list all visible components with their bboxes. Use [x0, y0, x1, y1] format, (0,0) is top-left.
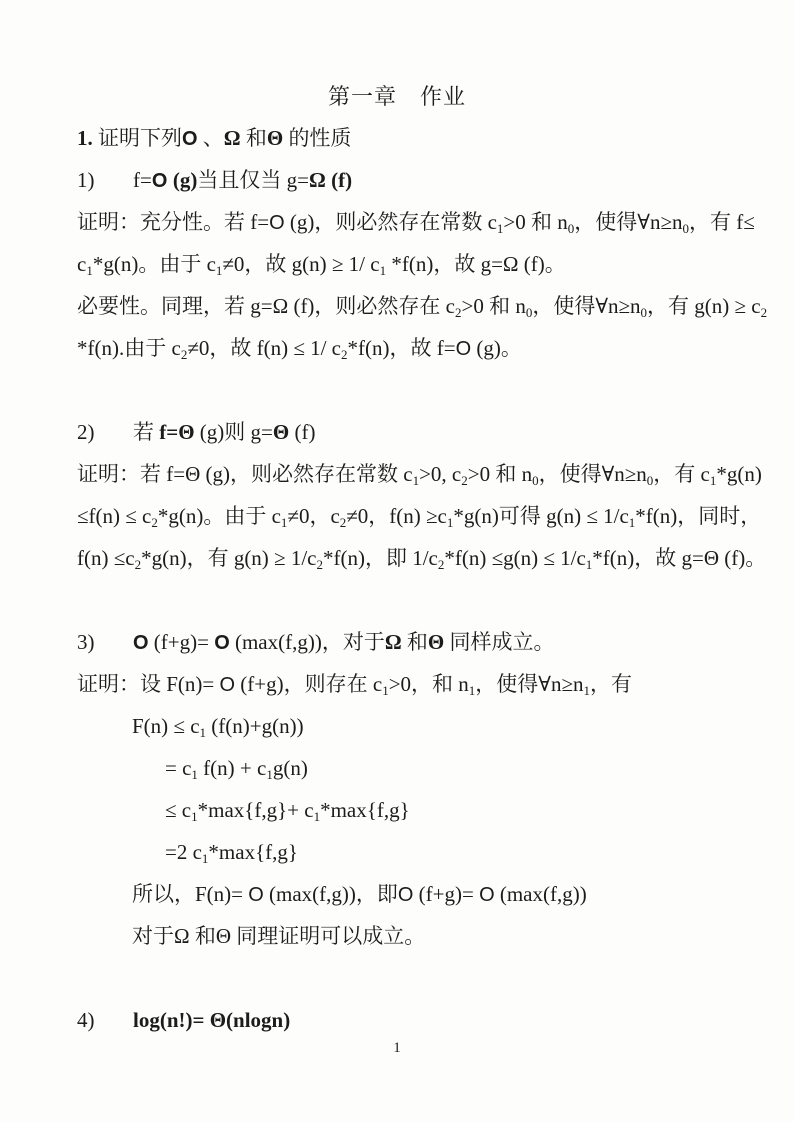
text-segment: O — [479, 884, 495, 906]
text-segment: g= — [286, 168, 309, 192]
text-segment: (g)。 — [471, 336, 522, 360]
text-segment: Θ — [266, 126, 284, 150]
text-segment: Θ — [427, 630, 445, 654]
proof-2-line-3 — [77, 537, 767, 579]
text-segment: ≠0，f(n) ≥c — [346, 504, 447, 528]
text-segment: = c — [165, 756, 192, 780]
text-segment: ，有 c — [653, 462, 710, 486]
proof-3-eq-3 — [165, 789, 739, 831]
text-segment: 1 — [199, 725, 207, 740]
text-segment: *f(n).由于 c — [77, 336, 181, 360]
text-segment: *f(n)，同时， — [635, 504, 762, 528]
text-segment: 若 — [133, 420, 160, 444]
text-segment: 1 — [280, 515, 288, 530]
text-segment: 1 — [412, 473, 420, 488]
text-segment: 0 — [646, 473, 654, 488]
text-segment: O — [151, 170, 173, 192]
text-segment: O — [182, 128, 198, 150]
text-segment: ，有 g(n) ≥ c — [647, 294, 761, 318]
text-segment: ≠0，故 g(n) ≥ 1/ c — [222, 252, 380, 276]
text-segment: Ω — [384, 630, 402, 654]
spacer-2 — [77, 579, 739, 621]
text-segment: 1 — [191, 767, 198, 782]
text-segment: >0, c — [419, 462, 462, 486]
text-segment: 2 — [461, 473, 468, 488]
text-segment: *g(n)可得 g(n) ≤ 1/c — [453, 504, 629, 528]
text-segment: O — [269, 212, 285, 234]
text-segment: *f(n)，故 g=Θ (f)。 — [592, 546, 767, 570]
text-segment: O — [219, 674, 236, 696]
proof-3-eq-4 — [165, 831, 739, 873]
text-segment: (g)，则必然存在常数 c — [284, 210, 497, 234]
text-segment: *g(n) — [716, 462, 762, 486]
text-segment: c — [77, 252, 87, 276]
text-segment: 必要性。同理，若 g=Ω (f)，则必然存在 c — [77, 294, 455, 318]
text-segment: f=Θ — [159, 420, 195, 444]
text-segment: (g) — [172, 168, 198, 192]
text-segment: 和 — [401, 630, 428, 654]
proof-3-eq-1 — [132, 705, 739, 747]
text-segment: 证明：充分性。若 f= — [77, 210, 270, 234]
text-segment: 1 — [379, 263, 387, 278]
text-segment: >0 和 n — [503, 210, 568, 234]
text-segment: 1 — [496, 221, 504, 236]
text-segment: 0 — [525, 305, 533, 320]
text-segment: (f+g)= — [148, 630, 215, 654]
spacer-3 — [77, 957, 739, 999]
text-segment: ，使得∀n≥n — [532, 294, 641, 318]
item-number: 3) — [77, 630, 95, 654]
item-number: 4) — [77, 1008, 95, 1032]
text-segment: O — [248, 884, 264, 906]
proof-3-line-1 — [77, 663, 739, 705]
text-segment: (g)则 g= — [194, 420, 273, 444]
text-segment: 1 — [628, 515, 636, 530]
text-segment: 1 — [446, 515, 454, 530]
text-segment: ，使得∀n≥n — [538, 462, 647, 486]
text-segment: 和 — [240, 126, 267, 150]
text-segment: ，有 — [589, 672, 632, 696]
spacer-1 — [77, 369, 739, 411]
text-segment: 2 — [341, 347, 348, 362]
text-segment: *g(n)。由于 c — [92, 252, 216, 276]
text-segment: 1. — [77, 126, 98, 150]
text-segment: ，使得∀n≥n — [475, 672, 584, 696]
text-segment: 0 — [567, 221, 575, 236]
text-segment: (max(f,g)) — [494, 882, 587, 906]
proof-3-conclusion-2 — [132, 915, 739, 957]
text-segment: >0 和 n — [461, 294, 526, 318]
text-segment: 对于Ω 和Θ 同理证明可以成立。 — [132, 924, 426, 948]
text-segment: O — [133, 632, 149, 654]
text-segment: 2 — [180, 347, 188, 362]
proof-1-line-3 — [77, 285, 768, 327]
text-segment: *f(n)，故 f= — [347, 336, 456, 360]
proof-1-line-4 — [77, 327, 739, 369]
text-segment: Θ — [272, 420, 290, 444]
text-segment: ≤ c — [165, 798, 192, 822]
text-segment: 0 — [640, 305, 648, 320]
text-segment: >0 和 n — [467, 462, 533, 486]
text-segment: 证明：若 f=Θ (g)，则必然存在常数 c — [77, 462, 413, 486]
text-segment: 1 — [382, 683, 389, 698]
chapter-title: 第一章 作业 — [327, 84, 466, 109]
text-segment: 1 — [313, 809, 321, 824]
text-segment: f= — [133, 168, 152, 192]
proof-3-eq-2 — [165, 747, 739, 789]
text-segment: 1 — [583, 683, 590, 698]
text-segment: f(n) ≤c — [77, 546, 135, 570]
text-segment: 1 — [86, 263, 93, 278]
text-segment: 2 — [339, 515, 347, 530]
text-segment: 1 — [215, 263, 223, 278]
text-segment: (max(f,g))，即 — [263, 882, 398, 906]
text-segment: 1 — [201, 851, 209, 866]
item-number: 1) — [77, 168, 95, 192]
text-segment: 所以，F(n)= — [132, 882, 249, 906]
text-segment: ≠0，c — [287, 504, 340, 528]
text-segment: *max{f,g}+ c — [197, 798, 314, 822]
text-segment: 、 — [197, 126, 224, 150]
text-segment: 2 — [437, 557, 445, 572]
text-segment: 0 — [532, 473, 539, 488]
text-segment: (f(n)+g(n)) — [206, 714, 304, 738]
text-segment: (f+g)= — [413, 882, 480, 906]
proof-1-line-2 — [77, 243, 739, 285]
text-segment: 2 — [134, 557, 142, 572]
text-segment: Ω — [223, 126, 241, 150]
text-segment: *g(n)，有 g(n) ≥ 1/c — [141, 546, 317, 570]
text-segment: 1 — [585, 557, 593, 572]
text-segment: O — [455, 338, 472, 360]
item-4-statement — [77, 999, 739, 1041]
item-2-statement — [77, 411, 739, 453]
text-segment: 2 — [760, 305, 768, 320]
page-number: 1 — [393, 1040, 401, 1056]
text-segment: =2 c — [165, 840, 202, 864]
text-segment: >0，和 n — [388, 672, 469, 696]
text-segment: F(n) ≤ c — [132, 714, 200, 738]
text-segment: log(n!)= Θ(nlogn) — [133, 1008, 291, 1032]
proof-2-line-1 — [77, 453, 762, 495]
text-segment: g(n) — [272, 756, 308, 780]
text-segment: 证明下列 — [98, 126, 182, 150]
text-segment: *f(n)，故 g=Ω (f)。 — [386, 252, 566, 276]
text-segment: 2 — [151, 515, 158, 530]
text-segment: ≤f(n) ≤ c — [77, 504, 152, 528]
text-segment: 0 — [682, 221, 689, 236]
text-segment: Ω — [309, 168, 332, 192]
proof-3-conclusion-1 — [132, 873, 739, 915]
item-3-statement — [77, 621, 739, 663]
text-segment: 2 — [316, 557, 323, 572]
text-segment: ，有 f≤ — [688, 210, 755, 234]
text-segment: *max{f,g} — [320, 798, 410, 822]
text-segment: 1 — [468, 683, 476, 698]
text-segment: 证明：设 F(n)= — [77, 672, 220, 696]
proof-1-line-1 — [77, 201, 755, 243]
text-segment: (max(f,g))，对于 — [229, 630, 385, 654]
text-segment: (f+g)，则存在 c — [235, 672, 383, 696]
text-segment: 2 — [455, 305, 462, 320]
text-segment: O — [397, 884, 414, 906]
item-1-statement — [77, 159, 739, 201]
text-segment: *f(n)，即 1/c — [322, 546, 438, 570]
text-segment: 1 — [191, 809, 198, 824]
text-segment: ≠0，故 f(n) ≤ 1/ c — [187, 336, 341, 360]
document-body — [77, 117, 768, 1041]
text-segment: 的性质 — [283, 126, 352, 150]
text-segment: ，使得∀n≥n — [574, 210, 683, 234]
item-number: 2) — [77, 420, 95, 444]
text-segment: *f(n) ≤g(n) ≤ 1/c — [444, 546, 586, 570]
text-segment: 1 — [709, 473, 717, 488]
text-segment: O — [214, 632, 230, 654]
text-segment: (f) — [331, 168, 353, 192]
text-segment: *g(n)。由于 c — [157, 504, 281, 528]
text-segment: *max{f,g} — [208, 840, 298, 864]
text-segment: 1 — [266, 767, 273, 782]
text-segment: 同样成立。 — [444, 630, 555, 654]
text-segment: 当且仅当 — [197, 168, 287, 192]
proof-2-line-2 — [77, 495, 762, 537]
text-segment: f(n) + c — [197, 756, 267, 780]
text-segment: (f) — [289, 420, 316, 444]
section-1-heading — [77, 117, 739, 159]
